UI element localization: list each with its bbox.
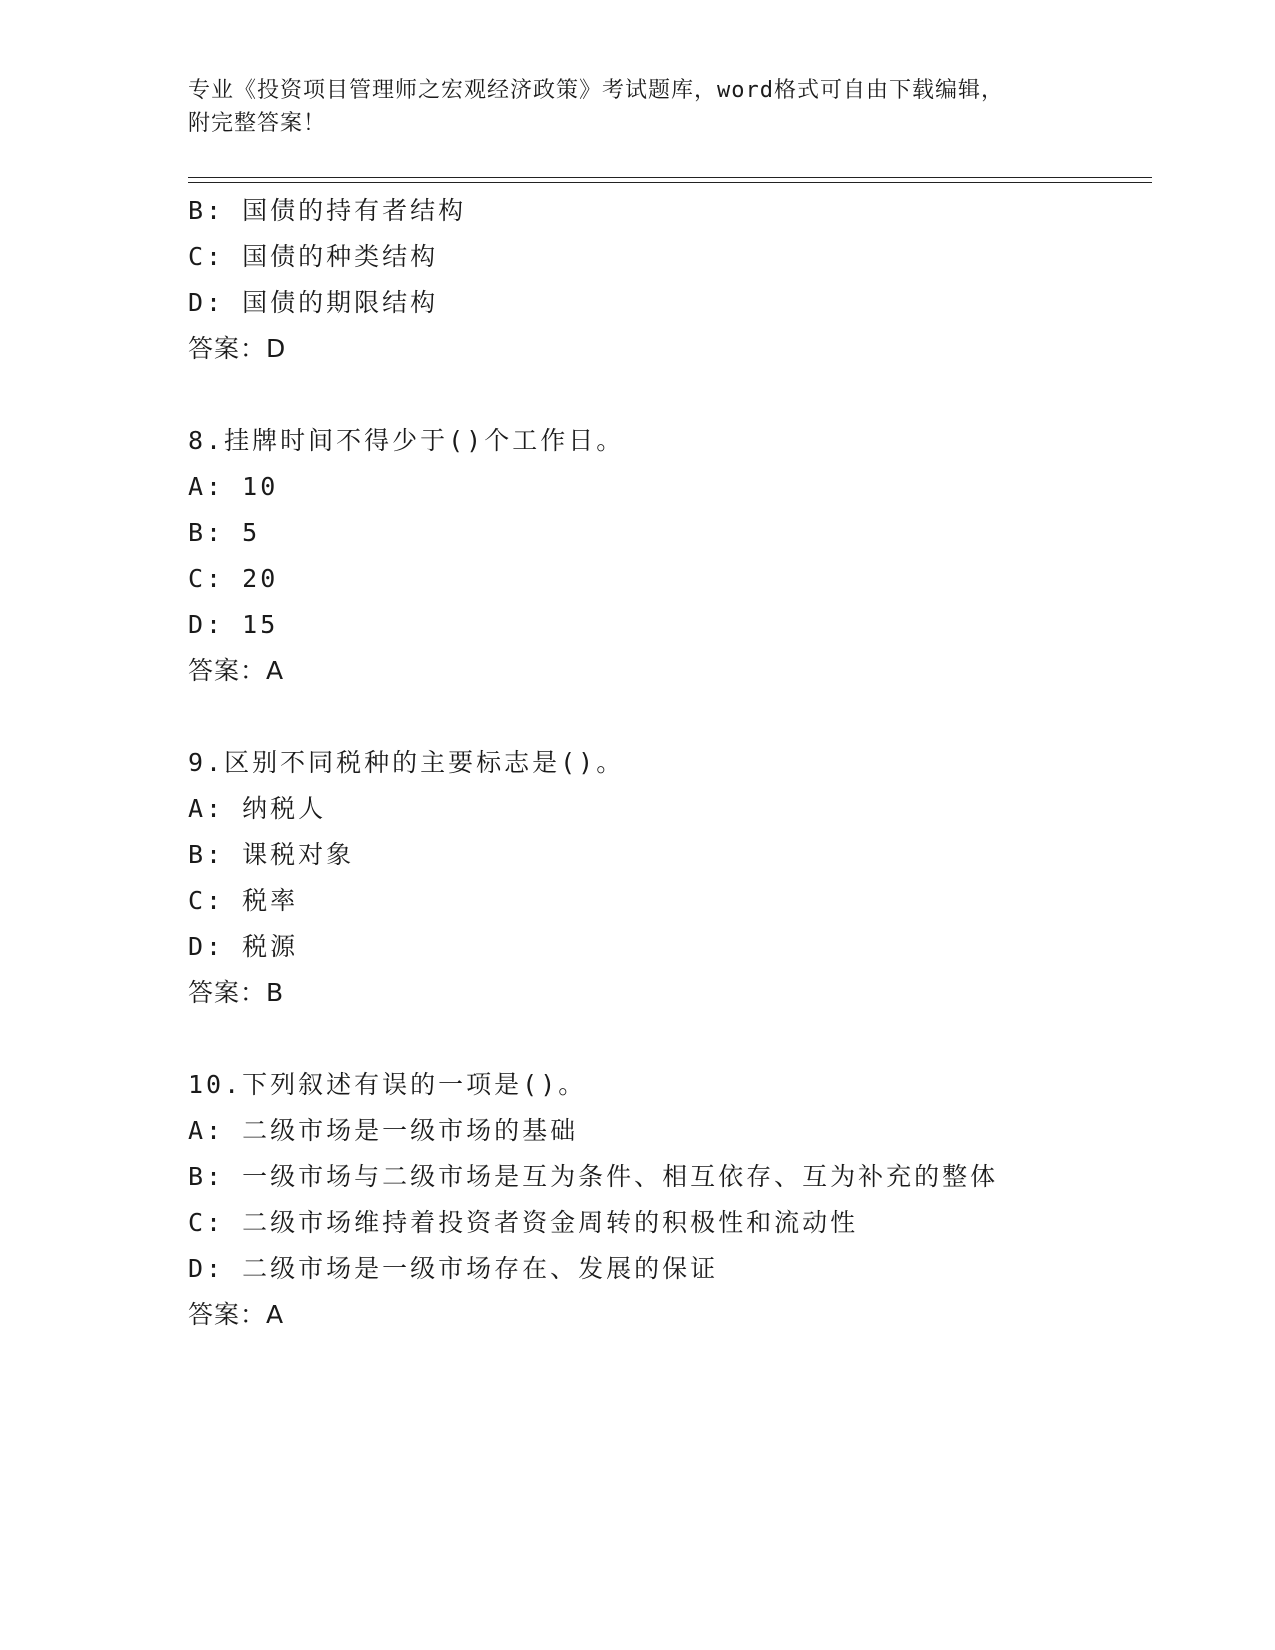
option-d: D: 税源	[188, 932, 299, 961]
spacer	[188, 694, 1148, 740]
option-d: D: 15	[188, 610, 279, 639]
spacer	[188, 372, 1148, 418]
question-10	[188, 1062, 1148, 1338]
option-a: A: 纳税人	[188, 794, 327, 823]
option-c: C: 税率	[188, 886, 299, 915]
option-c: C: 二级市场维持着投资者资金周转的积极性和流动性	[188, 1208, 859, 1237]
option-b: B: 5	[188, 518, 261, 547]
answer-line: 答案：B	[188, 978, 285, 1007]
header-divider-bottom	[188, 182, 1152, 183]
option-d: D: 二级市场是一级市场存在、发展的保证	[188, 1254, 719, 1283]
question-stem: 8.挂牌时间不得少于()个工作日。	[188, 426, 625, 455]
option-b: B: 课税对象	[188, 840, 355, 869]
question-8	[188, 418, 1148, 694]
answer-line: 答案：D	[188, 334, 287, 363]
spacer	[188, 1016, 1148, 1062]
option-d: D: 国债的期限结构	[188, 288, 439, 317]
option-b: B: 一级市场与二级市场是互为条件、相互依存、互为补充的整体	[188, 1162, 999, 1191]
question-stem: 10.下列叙述有误的一项是()。	[188, 1070, 587, 1099]
question-list	[188, 188, 1148, 1338]
question-7-continued	[188, 188, 1148, 372]
answer-line: 答案：A	[188, 656, 285, 685]
header-divider-top	[188, 177, 1152, 178]
question-9	[188, 740, 1148, 1016]
document-header	[188, 74, 1088, 140]
question-stem: 9.区别不同税种的主要标志是()。	[188, 748, 625, 777]
header-line-1: 专业《投资项目管理师之宏观经济政策》考试题库，word格式可自由下载编辑，	[188, 78, 1004, 103]
answer-line: 答案：A	[188, 1300, 285, 1329]
option-b: B: 国债的持有者结构	[188, 196, 467, 225]
option-c: C: 国债的种类结构	[188, 242, 439, 271]
option-c: C: 20	[188, 564, 279, 593]
option-a: A: 10	[188, 472, 279, 501]
option-a: A: 二级市场是一级市场的基础	[188, 1116, 579, 1145]
header-line-2: 附完整答案！	[188, 111, 327, 136]
